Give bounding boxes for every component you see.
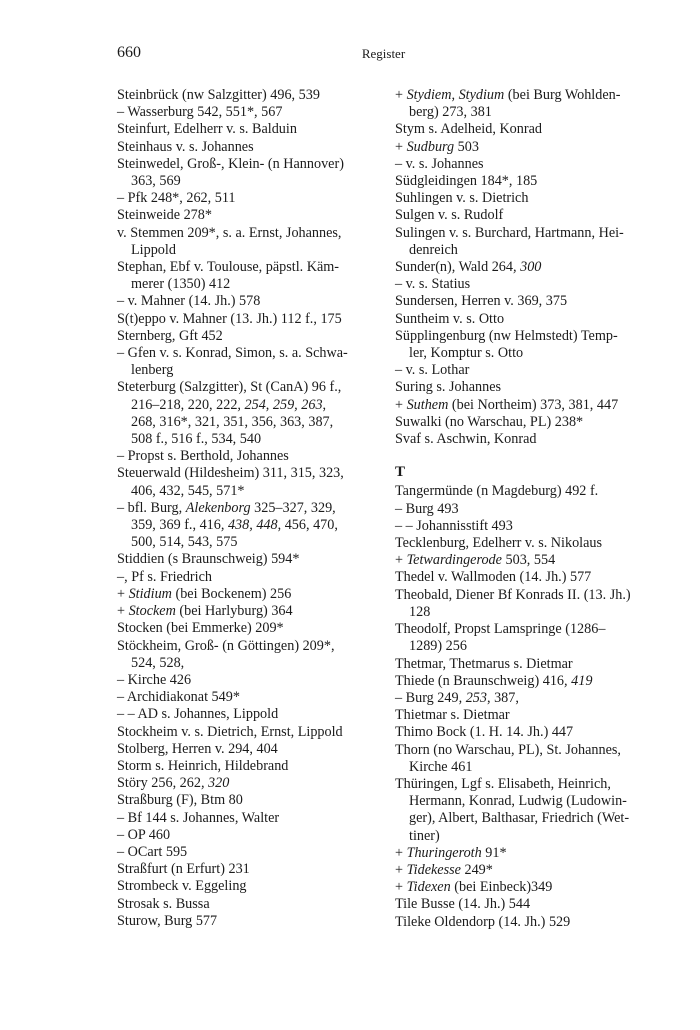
index-entry: Strombeck v. Eggeling — [117, 878, 247, 895]
index-entry: – Burg 493 — [395, 500, 459, 517]
left-column — [117, 87, 375, 930]
index-entry: + Thuringeroth 91* — [395, 844, 507, 861]
page-number: 660 — [117, 44, 141, 61]
index-entry: Thetmar, Thetmarus s. Dietmar — [395, 655, 573, 672]
index-entry: –, Pf s. Friedrich — [117, 568, 212, 585]
index-entry: Steinwedel, Groß-, Klein- (n Hannover) 363, 569 — [117, 155, 344, 190]
index-entry: + Suthem (bei Northeim) 373, 381, 447 — [395, 396, 619, 413]
index-entry: S(t)eppo v. Mahner (13. Jh.) 112 f., 175 — [117, 310, 342, 327]
index-entry: Störy 256, 262, 320 — [117, 775, 230, 792]
index-entry: – Burg 249, 253, 387, — [395, 689, 519, 706]
index-entry: v. Stemmen 209*, s. a. Ernst, Johannes, Lippold — [117, 224, 342, 258]
index-entry: Tileke Oldendorp (14. Jh.) 529 — [395, 913, 571, 930]
index-entry: Thorn (no Warschau, PL), St. Johannes, Kirche 461 — [395, 741, 621, 775]
index-entry: Stym s. Adelheid, Konrad — [395, 121, 542, 138]
index-entry: – Gfen v. s. Konrad, Simon, s. a. Schwa- lenberg — [117, 345, 348, 379]
index-entry: Stiddien (s Braunschweig) 594* — [117, 551, 300, 568]
index-entry: Suntheim v. s. Otto — [395, 310, 505, 327]
index-entry: Svaf s. Aschwin, Konrad — [395, 431, 537, 448]
index-entry: – Archidiakonat 549* — [117, 689, 240, 706]
index-entry: Storm s. Heinrich, Hildebrand — [117, 757, 289, 774]
index-entry: + Tidexen (bei Einbeck)349 — [395, 879, 553, 896]
index-entry: – v. s. Johannes — [395, 155, 484, 172]
right-column — [395, 87, 653, 931]
index-entry: Straßburg (F), Btm 80 — [117, 792, 243, 809]
index-entry: – bfl. Burg, Alekenborg 325–327, 329, 359, 369 f., 416, 438, 448, 456, 470, 500, 514, 543, 575 — [117, 499, 338, 551]
running-head: Register — [361, 46, 406, 61]
index-entry: Suwalki (no Warschau, PL) 238* — [395, 413, 584, 430]
index-entry: Steuerwald (Hildesheim) 311, 315, 323, 406, 432, 545, 571* — [117, 465, 344, 499]
index-entry: Suhlingen v. s. Dietrich — [395, 190, 529, 207]
index-entry: Stephan, Ebf v. Toulouse, päpstl. Käm- merer (1350) 412 — [117, 259, 340, 293]
index-entry: – Kirche 426 — [117, 671, 192, 688]
index-entry: – Bf 144 s. Johannes, Walter — [117, 809, 280, 826]
index-entry: Sulingen v. s. Burchard, Hartmann, Hei- denreich — [395, 224, 624, 258]
index-entry: Straßfurt (n Erfurt) 231 — [117, 861, 250, 878]
section-s-entries — [395, 87, 653, 448]
index-entry: Steinhaus v. s. Johannes — [117, 138, 254, 155]
index-entry: – Propst s. Berthold, Johannes — [117, 448, 289, 465]
index-entry: Thüringen, Lgf s. Elisabeth, Heinrich, Hermann, Konrad, Ludwig (Ludowin- ger), Albert, Balthasar, Friedrich (Wet- tiner) — [395, 775, 630, 844]
index-entry: + Sudburg 503 — [395, 138, 479, 155]
index-entry: Thimo Bock (1. H. 14. Jh.) 447 — [395, 724, 574, 741]
index-entry: Theobald, Diener Bf Konrads II. (13. Jh.) 128 — [395, 586, 631, 620]
index-entry: Stocken (bei Emmerke) 209* — [117, 620, 284, 637]
index-entry: Sunder(n), Wald 264, 300 — [395, 259, 542, 276]
index-entry: – Pfk 248*, 262, 511 — [117, 190, 236, 207]
index-entry: Thiede (n Braunschweig) 416, 419 — [395, 672, 593, 689]
index-entry: – v. s. Lothar — [395, 362, 470, 379]
index-entry: Sturow, Burg 577 — [117, 912, 218, 929]
index-entry: Theodolf, Propst Lamspringe (1286– 1289) 256 — [395, 621, 606, 655]
index-entry: Steinweide 278* — [117, 207, 212, 224]
index-entry: + Stidium (bei Bockenem) 256 — [117, 585, 292, 602]
index-entry: – v. s. Statius — [395, 276, 471, 293]
index-entry: Sternberg, Gft 452 — [117, 327, 223, 344]
index-entry: Steterburg (Salzgitter), St (CanA) 96 f., 216–218, 220, 222, 254, 259, 263, 268, 316*, 321, 351, 356, 363, 387, 508 f., 516 f., 534, 540 — [117, 379, 342, 448]
index-entry: – – AD s. Johannes, Lippold — [117, 706, 279, 723]
index-entry: + Tidekesse 249* — [395, 861, 493, 878]
index-entry: Suring s. Johannes — [395, 379, 502, 396]
index-entry: – – Johannisstift 493 — [395, 517, 513, 534]
index-entry: Tangermünde (n Magdeburg) 492 f. — [395, 483, 599, 500]
index-entry: Südgleidingen 184*, 185 — [395, 173, 538, 190]
index-entry: Tile Busse (14. Jh.) 544 — [395, 896, 531, 913]
index-entry: – v. Mahner (14. Jh.) 578 — [117, 293, 261, 310]
section-t-entries — [395, 483, 653, 930]
index-entry: Thedel v. Wallmoden (14. Jh.) 577 — [395, 569, 592, 586]
index-entry: – OCart 595 — [117, 843, 188, 860]
index-entry: Strosak s. Bussa — [117, 895, 210, 912]
index-entry: Stockheim v. s. Dietrich, Ernst, Lippold — [117, 723, 343, 740]
index-entry: Süpplingenburg (nw Helmstedt) Temp- ler, Komptur s. Otto — [395, 327, 618, 362]
index-entry: Steinbrück (nw Salzgitter) 496, 539 — [117, 87, 320, 103]
index-entry: – Wasserburg 542, 551*, 567 — [117, 104, 283, 121]
index-entry: Sulgen v. s. Rudolf — [395, 207, 504, 224]
section-letter: T — [395, 464, 406, 481]
index-entry: – OP 460 — [117, 826, 171, 843]
index-entry: Thietmar s. Dietmar — [395, 707, 510, 724]
index-entry: + Tetwardingerode 503, 554 — [395, 552, 556, 569]
index-entry: Stöckheim, Groß- (n Göttingen) 209*, 524, 528, — [117, 637, 335, 671]
index-entry: Stolberg, Herren v. 294, 404 — [117, 740, 278, 757]
index-entry: Sundersen, Herren v. 369, 375 — [395, 293, 568, 310]
page-header — [117, 44, 650, 68]
index-entry: + Stydiem, Stydium (bei Burg Wohlden- berg) 273, 381 — [395, 87, 621, 121]
index-entry: Steinfurt, Edelherr v. s. Balduin — [117, 121, 297, 138]
index-entry: Tecklenburg, Edelherr v. s. Nikolaus — [395, 535, 603, 552]
index-entry: + Stockem (bei Harlyburg) 364 — [117, 603, 293, 620]
